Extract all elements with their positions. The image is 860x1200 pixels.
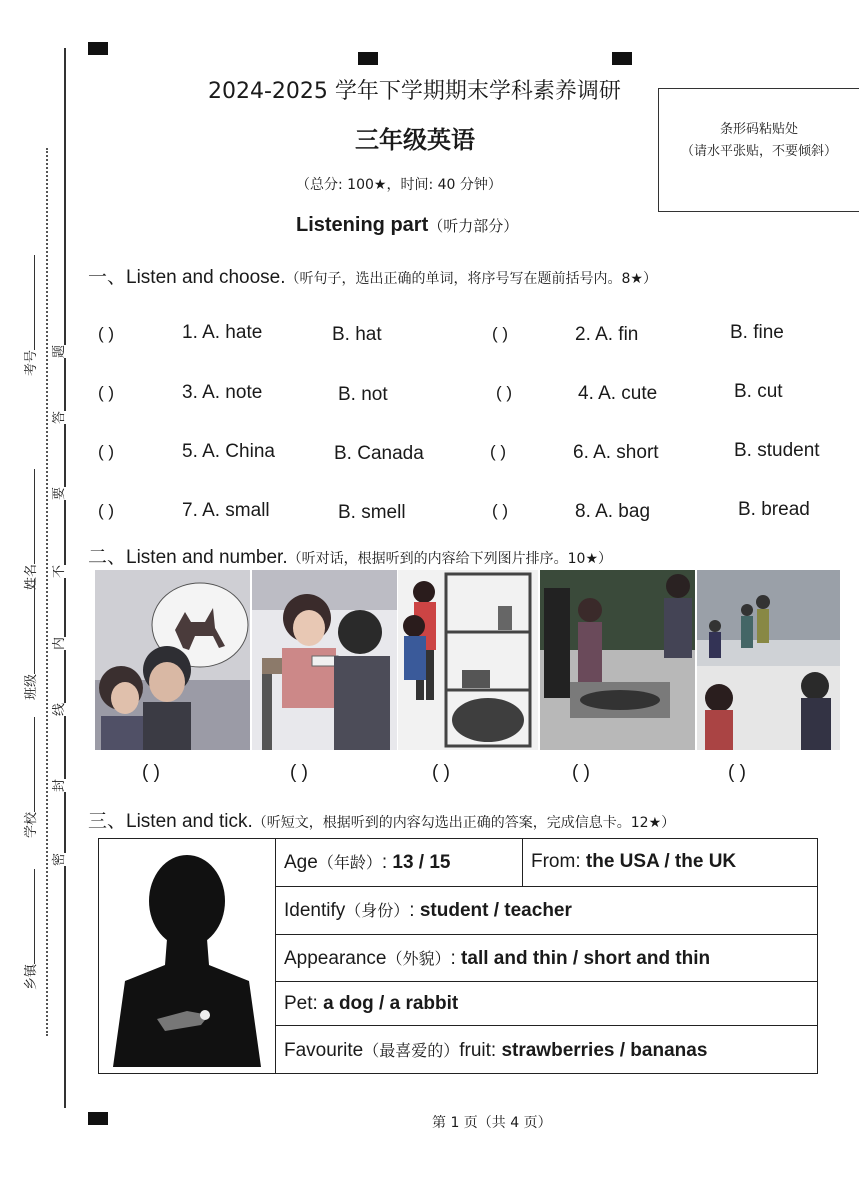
fruit-label: Favourite xyxy=(284,1039,364,1061)
answer-paren[interactable]: ( ) xyxy=(492,501,509,520)
question-option-b: B. Canada xyxy=(334,443,424,464)
answer-paren[interactable]: ( ) xyxy=(98,501,115,520)
question-option-b: B. not xyxy=(338,384,388,405)
section1-heading xyxy=(88,262,657,289)
question-option-b: B. hat xyxy=(332,324,382,345)
seal-word: 答 xyxy=(48,411,67,424)
section-instruction: （听对话，根据听到的内容给下列图片排序。10★） xyxy=(287,551,612,567)
section-heading-en: 三、Listen and tick. xyxy=(88,811,253,832)
age-label-cn: （年龄） xyxy=(317,853,382,873)
answer-paren[interactable]: ( ) xyxy=(290,762,308,783)
registration-mark xyxy=(88,42,108,55)
answer-paren[interactable]: ( ) xyxy=(98,324,115,343)
barcode-label: 条形码粘贴处 xyxy=(719,122,798,137)
question-option-a: 7. A. small xyxy=(182,500,270,521)
seal-line xyxy=(46,148,48,1036)
section3-heading xyxy=(88,806,675,833)
section-instruction: （听句子，选出正确的单词，将序号写在题前括号内。8★） xyxy=(285,271,657,287)
market-illustration xyxy=(540,570,695,750)
page-number: 第 1 页（共 4 页） xyxy=(432,1115,552,1131)
age-label: Age xyxy=(284,852,318,874)
answer-paren[interactable]: ( ) xyxy=(728,762,746,783)
section-heading-en: 二、Listen and number. xyxy=(88,547,288,568)
fruit-cell[interactable] xyxy=(276,1026,818,1074)
question-option-a: 8. A. bag xyxy=(575,501,651,522)
picture-5 xyxy=(697,570,840,750)
town-field[interactable] xyxy=(12,963,42,1140)
park-illustration xyxy=(697,570,840,750)
part-title-cn: （听力部分） xyxy=(428,217,519,235)
fruit-label-end: fruit: xyxy=(459,1039,497,1061)
margin-line xyxy=(64,48,66,1108)
age-options: 13 / 15 xyxy=(392,852,451,874)
identify-options: student / teacher xyxy=(419,900,572,922)
kids-dog-illustration xyxy=(95,570,250,750)
identify-cell[interactable]: Identify（身份）: student / teacher xyxy=(276,886,818,934)
pet-options: a dog / a rabbit xyxy=(323,992,459,1014)
part-title xyxy=(296,214,518,237)
info-card xyxy=(98,838,818,1074)
toy-shelf-illustration xyxy=(398,570,538,750)
seal-word: 封 xyxy=(48,779,67,792)
barcode-note: （请水平张贴，不要倾斜） xyxy=(680,144,837,159)
answer-paren[interactable]: ( ) xyxy=(432,762,450,783)
registration-mark xyxy=(358,52,378,65)
part-title-en: Listening part xyxy=(296,214,429,236)
appearance-options: tall and thin / short and thin xyxy=(461,947,711,969)
picture-1 xyxy=(95,570,250,750)
seal-word: 内 xyxy=(48,637,67,650)
picture-strip xyxy=(95,570,840,750)
picture-3 xyxy=(398,570,538,750)
registration-mark xyxy=(88,1112,108,1125)
fruit-label-cn: （最喜爱的） xyxy=(363,1040,460,1060)
question-option-b: B. student xyxy=(734,440,820,461)
section2-heading xyxy=(88,542,612,569)
from-options: the USA / the UK xyxy=(585,851,737,873)
subject-title: 三年级英语 xyxy=(355,125,475,154)
section-heading-en: 一、Listen and choose. xyxy=(88,267,286,288)
question-option-a: 1. A. hate xyxy=(182,322,263,343)
field-label: 姓名 xyxy=(24,563,39,590)
exam-title: 2024-2025 学年下学期期末学科素养调研 xyxy=(208,79,621,104)
silhouette-photo xyxy=(99,839,276,1074)
field-label: 考号 xyxy=(24,349,39,376)
appearance-cell[interactable]: Appearance（外貌）: tall and thin / short and thin xyxy=(276,934,818,982)
appearance-label-cn: （外貌） xyxy=(386,948,451,968)
from-cell[interactable] xyxy=(523,839,818,887)
question-option-a: 3. A. note xyxy=(182,382,263,403)
seal-word: 密 xyxy=(48,853,67,866)
kids-desk-illustration xyxy=(252,570,397,750)
pet-cell[interactable] xyxy=(276,982,818,1026)
age-cell[interactable]: Age（年龄）: 13 / 15 xyxy=(276,839,523,887)
pet-label: Pet: xyxy=(284,992,318,1014)
seal-word: 不 xyxy=(48,565,67,578)
field-label: 学校 xyxy=(24,811,39,838)
question-option-a: 4. A. cute xyxy=(578,383,658,404)
question-option-b: B. bread xyxy=(738,499,810,520)
seal-word: 要 xyxy=(48,487,67,500)
question-option-b: B. smell xyxy=(338,502,406,523)
identify-label: Identify xyxy=(284,900,346,922)
identify-label-cn: （身份） xyxy=(345,901,410,921)
answer-paren[interactable]: ( ) xyxy=(98,383,115,402)
fruit-options: strawberries / bananas xyxy=(501,1039,708,1061)
child-silhouette xyxy=(99,839,275,1067)
seal-word: 线 xyxy=(48,703,67,716)
question-option-a: 2. A. fin xyxy=(575,324,639,345)
question-option-a: 6. A. short xyxy=(573,442,659,463)
answer-paren[interactable]: ( ) xyxy=(98,442,115,461)
answer-paren[interactable]: ( ) xyxy=(490,442,507,461)
question-option-a: 5. A. China xyxy=(182,441,275,462)
answer-paren[interactable]: ( ) xyxy=(496,383,513,402)
question-option-b: B. fine xyxy=(730,322,784,343)
answer-paren[interactable]: ( ) xyxy=(142,762,160,783)
question-option-b: B. cut xyxy=(734,381,783,402)
field-label: 乡镇 xyxy=(24,963,39,990)
appearance-label: Appearance xyxy=(284,947,387,969)
seal-word: 题 xyxy=(48,345,67,358)
field-label: 班级 xyxy=(24,673,39,700)
section-instruction: （听短文，根据听到的内容勾选出正确的答案，完成信息卡。12★） xyxy=(252,815,676,831)
answer-paren[interactable]: ( ) xyxy=(492,324,509,343)
registration-mark xyxy=(612,52,632,65)
barcode-area xyxy=(658,88,859,212)
from-label: From: xyxy=(531,851,581,873)
picture-4 xyxy=(540,570,695,750)
answer-paren[interactable]: ( ) xyxy=(572,762,590,783)
picture-2 xyxy=(252,570,397,750)
score-and-time: （总分: 100★，时间: 40 分钟） xyxy=(296,177,502,193)
